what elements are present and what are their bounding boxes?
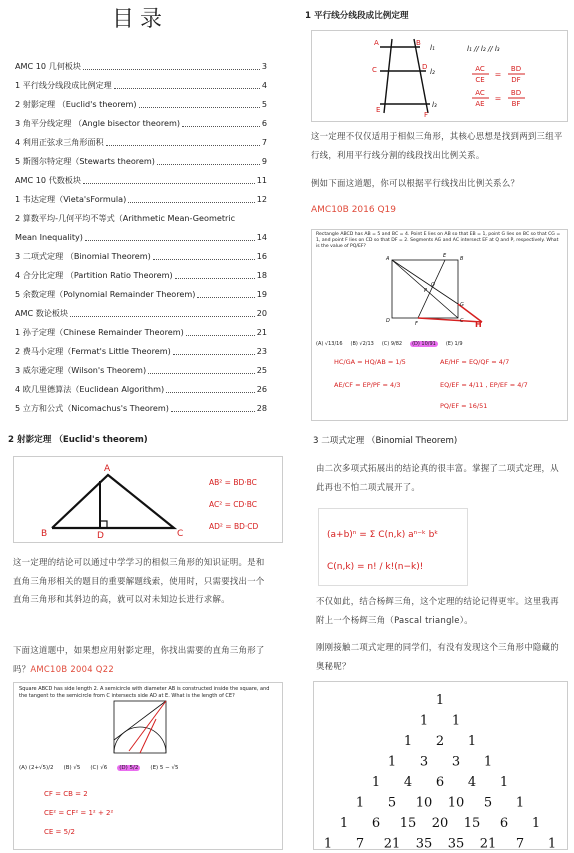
binomial-paragraph-1: 由二次多项式拓展出的结论真的很丰富。掌握了二项式定理，从此再也不怕二项式展开了。: [316, 463, 559, 492]
pascal-cell: 1: [467, 734, 477, 749]
choice-a: (A) (2+√5)/2: [19, 765, 54, 771]
svg-text:BD: BD: [510, 65, 522, 73]
vertex-label-d: D: [97, 531, 104, 541]
euclid-problem-text: Square ABCD has side length 2. A semicircle with diameter AB is constructed inside the square, and the tangent to the semicircle from C intersects side AD at E. What is the length of CE?: [19, 686, 270, 699]
svg-text:AE: AE: [475, 100, 485, 108]
pascal-cell: 1: [515, 795, 525, 811]
choice-c: (C) √6: [90, 765, 108, 771]
hand-note-2: CE² = CF² = 1² + 2²: [44, 809, 114, 817]
toc-item[interactable]: 3 威尔逊定理（Wilson's Theorem) 25: [15, 365, 267, 375]
svg-text:D: D: [386, 318, 390, 324]
pascal-cell: 1: [451, 713, 461, 729]
section-heading-parallel: 1 平行线分线段成比例定理: [305, 11, 409, 21]
pascal-cell: 1: [387, 754, 397, 770]
pascal-cell: 21: [383, 836, 401, 849]
toc-item[interactable]: AMC 10 代数板块 11: [15, 175, 267, 185]
toc-item[interactable]: 2 射影定理 （Euclid's theorem) 5: [15, 99, 267, 109]
pascal-cell: 15: [463, 816, 481, 831]
toc-item[interactable]: AMC 数论板块 20: [15, 308, 267, 318]
pascal-cell: 20: [431, 816, 449, 831]
svg-text:=: =: [494, 94, 502, 103]
vertex-label-c: C: [177, 529, 184, 539]
pascal-cell: 5: [387, 795, 397, 811]
point-label-d: D: [422, 63, 428, 71]
svg-text:BF: BF: [511, 100, 521, 108]
pascal-cell: 1: [499, 775, 509, 790]
svg-text:F: F: [415, 321, 418, 327]
euclid-paragraph-2: 下面这道题中，如果想应用射影定理，你找出需要的直角三角形了吗？AMC10B 2004 Q22: [13, 645, 265, 674]
toc-item-wrap-line1[interactable]: 2 算数平均-几何平均不等式（Arithmetic Mean-Geometric: [15, 213, 236, 223]
euclid-problem-image: [13, 682, 283, 850]
parallel-paragraph-2: 例如下面这道题，你可以根据平行线找出比例关系么？: [311, 178, 520, 188]
line-label-l1: l₁: [430, 44, 435, 52]
pascal-cell: 7: [355, 836, 365, 849]
binomial-paragraph-2: 不仅如此，结合杨辉三角，这个定理的结论记得更牢。这里我再附上一个杨辉三角（Pascal triangle）。: [316, 596, 559, 625]
parallel-problem-text: Rectangle ABCD has AB = 5 and BC = 4. Point E lies on AB so that EB = 1, point G lies on BC so that CG = 1, and point F lies on CD so that DF = 2. Segments AG and AC intersect EF at Q and P, respectively. What is the value of PQ/EF?: [316, 232, 561, 249]
toc-item[interactable]: 4 利用正弦求三角形面积 7: [15, 137, 267, 147]
toc-item[interactable]: 3 角平分线定理 （Angle bisector theorem) 6: [15, 118, 267, 128]
binomial-paragraph-3: 刚刚接触二项式定理的同学们，有没有发现这个三角形中隐藏的奥秘呢？: [316, 642, 559, 671]
svg-text:BD: BD: [510, 89, 522, 97]
toc-item[interactable]: 2 费马小定理（Fermat's Little Theorem) 23: [15, 346, 267, 356]
parallel-problem-ref: AMC10B 2016 Q19: [311, 205, 396, 215]
toc-item[interactable]: 1 平行线分线段成比例定理 4: [15, 80, 267, 90]
pascal-cell: 1: [371, 775, 381, 790]
toc-item[interactable]: 5 斯图尔特定理（Stewarts theorem) 9: [15, 156, 267, 166]
pascal-cell: 15: [399, 816, 417, 831]
pascal-cell: 1: [355, 795, 365, 811]
choice-b: (B) √5: [63, 765, 81, 771]
pascal-triangle-image: [313, 681, 568, 850]
svg-text:E: E: [443, 253, 447, 259]
vertex-label-a: A: [104, 464, 111, 474]
svg-text:DF: DF: [511, 76, 521, 84]
pascal-cell: 6: [371, 816, 381, 831]
choice-e: (E) 1/9: [445, 341, 463, 347]
pascal-cell: 1: [483, 754, 493, 770]
parallel-figure: [311, 30, 568, 122]
choice-c: (C) 9/82: [381, 341, 403, 347]
pascal-cell: 21: [479, 836, 497, 849]
toc-item[interactable]: 5 立方和公式（Nicomachus's Theorem) 28: [15, 403, 267, 413]
formula-ab: AB² = BD·BC: [209, 478, 257, 487]
pascal-cell: 1: [547, 836, 557, 849]
parallel-notation: l₁ // l₂ // l₃: [467, 45, 500, 53]
pascal-cell: 3: [419, 754, 429, 770]
choice-a: (A) √13/16: [316, 341, 343, 347]
svg-text:AC: AC: [475, 65, 485, 73]
pascal-cell: 10: [415, 795, 433, 811]
pascal-cell: 4: [403, 775, 413, 790]
euclid-figure: [13, 456, 283, 543]
pascal-cell: 1: [435, 693, 445, 708]
pascal-cell: 4: [467, 775, 477, 790]
parallel-choices: [316, 341, 563, 347]
euclid-paragraph-1: 这一定理的结论可以通过中学学习的相似三角形的知识证明。是和直角三角形相关的题目的重要解题线索，使用时，只需要找出一个直角三角形和其斜边的高，就可以对未知边长进行求解。: [13, 557, 265, 604]
svg-text:Q: Q: [431, 282, 435, 288]
line-label-l3: l₃: [432, 101, 437, 109]
toc-item[interactable]: 1 孙子定理（Chinese Remainder Theorem) 21: [15, 327, 267, 337]
svg-text:P: P: [424, 288, 428, 294]
section-heading-binomial: 3 二项式定理 （Binomial Theorem): [313, 436, 458, 446]
parallel-problem-image: [311, 229, 568, 421]
choice-b: (B) √2/13: [350, 341, 374, 347]
choice-d: (D) 5/2: [119, 765, 139, 771]
toc-item[interactable]: 4 合分比定理 （Partition Ratio Theorem) 18: [15, 270, 267, 280]
hand-note-3: CE = 5/2: [44, 828, 75, 836]
svg-text:B: B: [460, 256, 464, 262]
binomial-coefficient-formula: C(n,k) = n! / k!(n−k)!: [327, 562, 424, 572]
binomial-formula-image: [318, 508, 468, 586]
hand-note-3: AE/HF = EQ/QF = 4/7: [440, 358, 510, 366]
point-label-b: B: [416, 39, 421, 47]
pascal-cell: 35: [447, 836, 465, 849]
pascal-cell: 1: [531, 816, 541, 831]
choice-e: (E) 5 − √5: [150, 765, 179, 771]
hand-note-4: EQ/EF = 4/11 , EP/EF = 4/7: [440, 381, 528, 389]
toc-item[interactable]: AMC 10 几何板块 3: [15, 61, 267, 71]
toc-item[interactable]: 5 余数定理（Polynomial Remainder Theorem) 19: [15, 289, 267, 299]
svg-text:AC: AC: [475, 89, 485, 97]
hand-note-5: PQ/EF = 16/51: [440, 402, 488, 410]
line-label-l2: l₂: [430, 68, 435, 76]
binomial-formula: (a+b)ⁿ = Σ C(n,k) aⁿ⁻ᵏ bᵏ: [327, 530, 439, 540]
pascal-cell: 1: [339, 816, 349, 831]
section-heading-euclid: 2 射影定理 （Euclid's theorem): [8, 435, 148, 445]
toc-item[interactable]: 4 欧几里德算法（Euclidean Algorithm) 26: [15, 384, 267, 394]
toc-item[interactable]: 1 韦达定理（Vieta'sFormula) 12: [15, 194, 267, 204]
point-label-c: C: [372, 66, 377, 74]
vertex-label-b: B: [41, 529, 48, 539]
pascal-cell: 35: [415, 836, 433, 849]
svg-text:A: A: [386, 256, 390, 262]
toc-item-wrap-line2[interactable]: Mean Inequality) 14: [15, 232, 267, 242]
toc-title: 目录: [111, 7, 168, 32]
formula-ac: AC² = CD·BC: [209, 500, 257, 509]
svg-text:C: C: [460, 318, 464, 324]
pascal-cell: 3: [451, 754, 461, 770]
point-label-h: H: [475, 320, 482, 329]
point-label-a: A: [374, 39, 379, 47]
pascal-cell: 6: [435, 775, 445, 790]
point-label-f: F: [424, 111, 429, 119]
toc-item[interactable]: 3 二项式定理 （Binomial Theorem) 16: [15, 251, 267, 261]
hand-note-1: HC/GA = HQ/AB = 1/5: [334, 358, 406, 366]
formula-ad: AD² = BD·CD: [209, 522, 259, 531]
pascal-cell: 1: [323, 836, 333, 849]
pascal-cell: 7: [515, 836, 525, 849]
pascal-cell: 5: [483, 795, 493, 811]
svg-text:G: G: [460, 302, 464, 308]
choice-d: (D) 10/91: [412, 341, 436, 347]
point-label-e: E: [376, 106, 381, 114]
euclid-choices: [19, 765, 277, 771]
svg-text:=: =: [494, 70, 502, 79]
pascal-cell: 1: [403, 734, 413, 749]
pascal-cell: 1: [419, 713, 429, 729]
pascal-cell: 6: [499, 816, 509, 831]
pascal-cell: 2: [435, 734, 445, 749]
hand-note-2: AE/CF = EP/PF = 4/3: [334, 381, 401, 389]
svg-text:CE: CE: [475, 76, 485, 84]
parallel-paragraph-1: 这一定理不仅仅适用于相似三角形，其核心思想是找到两到三组平行线，利用平行线分割的线段找出比例关系。: [311, 131, 563, 160]
hand-note-1: CF = CB = 2: [44, 790, 88, 798]
pascal-cell: 10: [447, 795, 465, 811]
